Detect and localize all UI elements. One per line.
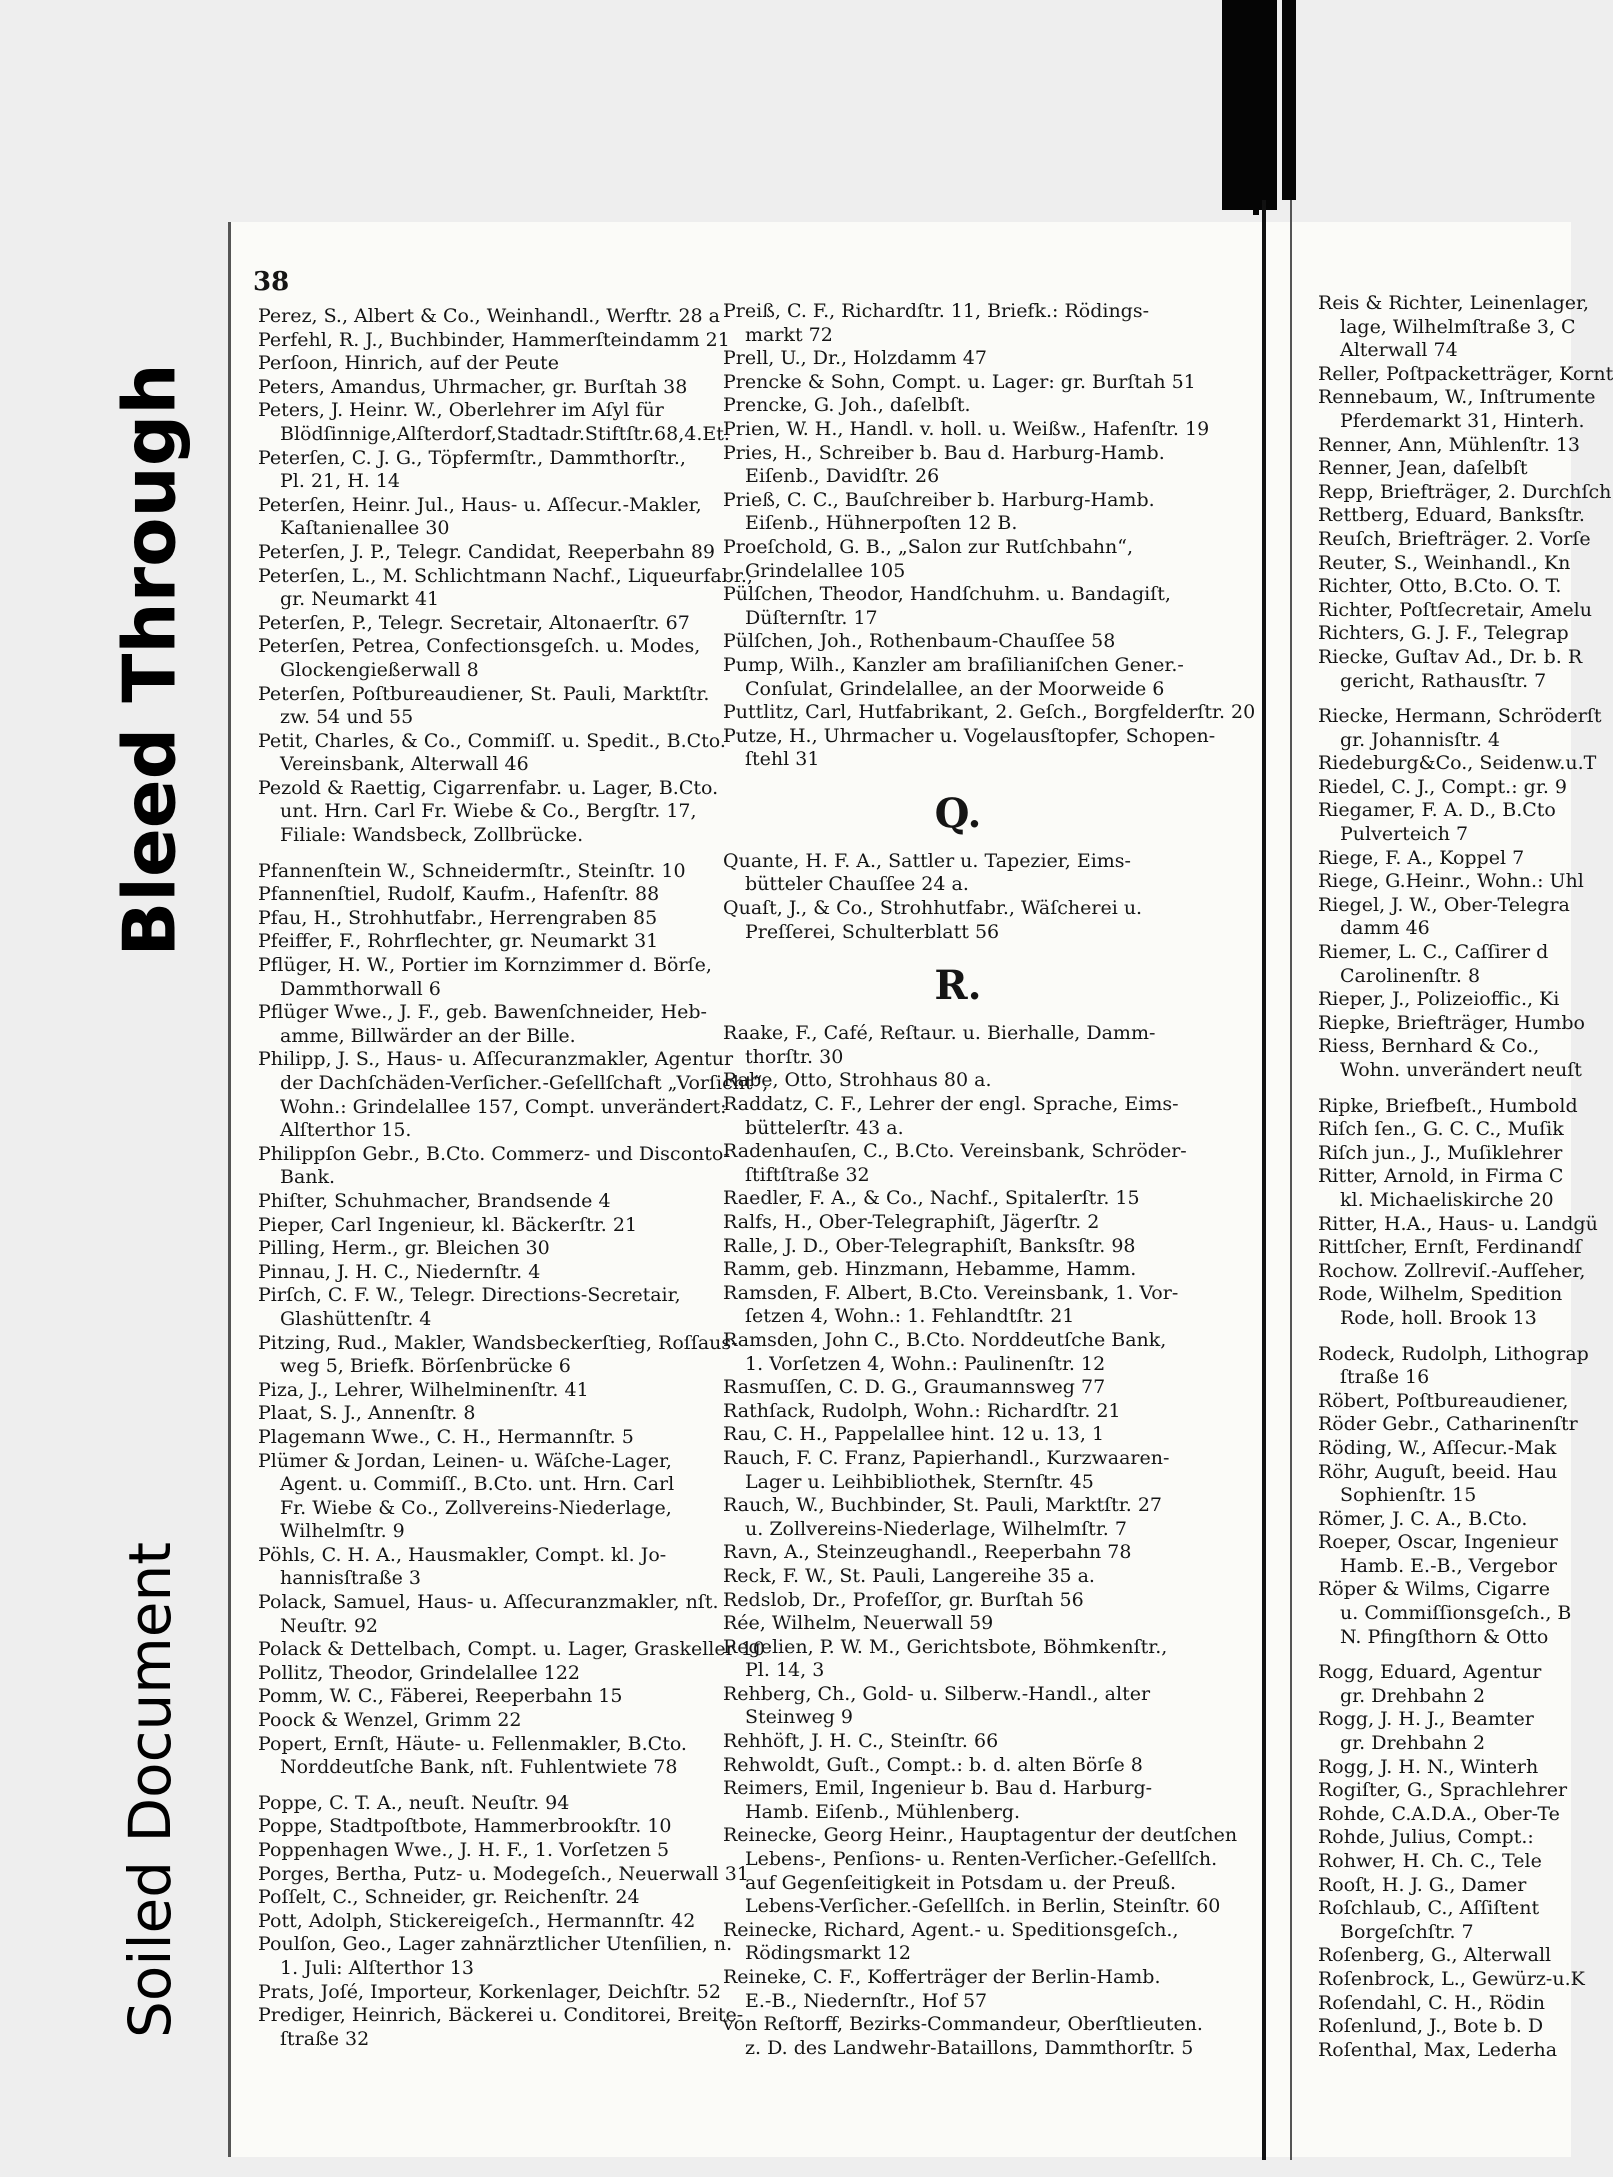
entry-line: von Reſtorff, Bezirks-Commandeur, Oberſtlieuten. [723, 2013, 1203, 2036]
entry-line: Raake, F., Café, Reſtaur. u. Bierhalle, Damm- [723, 1022, 1156, 1045]
entry-spacer [1318, 1083, 1600, 1095]
entry-line: Reinecke, Georg Heinr., Hauptagentur der deutſchen [723, 1824, 1238, 1847]
entry-continuation-line: u. Zollvereins-Niederlage, Wilhelmſtr. 7 [745, 1517, 1127, 1540]
entry-line: Röder Gebr., Catharinenſtr [1318, 1413, 1578, 1436]
entry-line: Riegamer, F. A. D., B.Cto [1318, 799, 1556, 822]
entry-continuation-line: hannisſtraße 3 [280, 1567, 422, 1590]
directory-column-middle [723, 300, 1256, 2059]
entry-continuation-line: Alſterthor 15. [280, 1119, 412, 1142]
entry-continuation-line: bütteler Chauſſee 24 a. [745, 873, 969, 896]
entry-line: Ritter, Arnold, in Firma C [1318, 1165, 1564, 1188]
entry-line: Poppe, C. T. A., neuſt. Neuſtr. 94 [258, 1791, 570, 1814]
entry-continuation-line: Lebens-, Penſions- u. Renten-Verſicher.-Geſellſch. [745, 1848, 1218, 1871]
entry-continuation-line: Lager u. Leihbibliothek, Sternſtr. 45 [745, 1470, 1094, 1493]
entry-line: Riecke, Hermann, Schröderſt [1318, 705, 1602, 728]
entry-continuation-line: 1. Juli: Alſterthor 13 [280, 1956, 475, 1979]
entry-line: Reimers, Emil, Ingenieur b. Bau d. Harburg- [723, 1777, 1153, 1800]
entry-line: Ramm, geb. Hinzmann, Hebamme, Hamm. [723, 1258, 1137, 1281]
entry-line: Puttlitz, Carl, Hutfabrikant, 2. Geſch., Borgfelderſtr. 20 [723, 701, 1256, 724]
entry-line: Pezold & Raettig, Cigarrenfabr. u. Lager, B.Cto. [258, 776, 719, 799]
entry-continuation-line: Hamb. E.-B., Vergebor [1340, 1554, 1557, 1577]
entry-continuation-line: Alterwall 74 [1340, 339, 1458, 362]
entry-continuation-line: Neuſtr. 92 [280, 1614, 379, 1637]
entry-line: Pülſchen, Theodor, Handſchuhm. u. Bandagiſt, [723, 583, 1171, 606]
entry-continuation-line: Fr. Wiebe & Co., Zollvereins-Niederlage, [280, 1496, 672, 1519]
entry-line: Roſenlund, J., Bote b. D [1318, 2015, 1544, 2038]
entry-line: Piza, J., Lehrer, Wilhelminenſtr. 41 [258, 1378, 589, 1401]
entry-continuation-line: Carolinenſtr. 8 [1340, 964, 1481, 987]
entry-line: Prediger, Heinrich, Bäckerei u. Conditorei, Breite- [258, 2004, 744, 2027]
entry-spacer [258, 1780, 720, 1792]
bleed-through-label: Bleed Through [108, 363, 193, 957]
entry-line: Prien, W. H., Handl. v. holl. u. Weißw., Hafenſtr. 19 [723, 417, 1210, 440]
entry-line: Peters, J. Heinr. W., Oberlehrer im Aſyl für [258, 399, 664, 422]
entry-continuation-line: markt 72 [745, 323, 833, 346]
entry-line: Rennebaum, W., Inſtrumente [1318, 386, 1596, 409]
entry-line: Riedeburg&Co., Seidenw.u.T [1318, 752, 1597, 775]
section-letter-heading: R. [934, 962, 982, 1010]
entry-continuation-line: kl. Michaeliskirche 20 [1340, 1188, 1554, 1211]
entry-continuation-line: ſtehl 31 [745, 748, 820, 771]
entry-continuation-line: Pl. 21, H. 14 [280, 470, 401, 493]
entry-line: Porges, Bertha, Putz- u. Modegeſch., Neuerwall 31 [258, 1862, 749, 1885]
entry-continuation-line: Eiſenb., Hühnerpoſten 12 B. [745, 512, 1018, 535]
entry-line: Pott, Adolph, Stickereigeſch., Hermannſtr. 42 [258, 1909, 696, 1932]
entry-continuation-line: Wohn. unverändert neuſt [1340, 1059, 1582, 1081]
entry-line: Peterſen, L., M. Schlichtmann Nachf., Liqueurfabr., [258, 564, 753, 587]
page-gutter [1262, 200, 1266, 2160]
entry-line: Rohde, Julius, Compt.: [1318, 1826, 1534, 1849]
directory-column-right [1318, 292, 1613, 2061]
entry-line: Pinnau, J. H. C., Niedernſtr. 4 [258, 1260, 541, 1283]
entry-line: Pieper, Carl Ingenieur, kl. Bäckerſtr. 21 [258, 1213, 638, 1236]
entry-continuation-line: Preſſerei, Schulterblatt 56 [745, 920, 1000, 943]
entry-line: Richters, G. J. F., Telegrap [1318, 622, 1569, 645]
entry-line: Rogiſter, G., Sprachlehrer [1318, 1779, 1568, 1802]
entry-line: Plümer & Jordan, Leinen- u. Wäſche-Lager, [258, 1449, 672, 1472]
entry-line: Poulſon, Geo., Lager zahnärztlicher Utenſilien, n. [258, 1933, 733, 1956]
entry-continuation-line: 1. Vorſetzen 4, Wohn.: Paulinenſtr. 12 [745, 1352, 1106, 1375]
entry-line: Riedel, C. J., Compt.: gr. 9 [1318, 775, 1567, 798]
directory-column-left [258, 305, 769, 2050]
entry-continuation-line: Pferdemarkt 31, Hinterh. [1340, 409, 1585, 432]
entry-line: Plaat, S. J., Annenſtr. 8 [258, 1402, 476, 1425]
entry-line: Raddatz, C. F., Lehrer der engl. Sprache, Eims- [723, 1093, 1179, 1116]
entry-line: Rodeck, Rudolph, Lithograp [1318, 1342, 1589, 1365]
entry-line: Rogg, J. H. N., Winterh [1318, 1755, 1539, 1778]
entry-line: Poppe, Stadtpoſtbote, Hammerbrookſtr. 10 [258, 1815, 672, 1838]
entry-line: Reineke, C. F., Kofferträger der Berlin-Hamb. [723, 1966, 1161, 1988]
entry-line: Regelien, P. W. M., Gerichtsbote, Böhmkenſtr., [723, 1635, 1168, 1658]
entry-line: Pollitz, Theodor, Grindelallee 122 [258, 1661, 581, 1684]
entry-line: Ralfs, H., Ober-Telegraphiſt, Jägerſtr. 2 [723, 1211, 1100, 1233]
entry-continuation-line: Sophienſtr. 15 [1340, 1484, 1477, 1507]
entry-line: Rehhöft, J. H. C., Steinſtr. 66 [723, 1730, 999, 1753]
entry-continuation-line: ſtiftſtraße 32 [745, 1163, 870, 1186]
entry-continuation-line: der Dachſchäden-Verſicher.-Geſellſchaft „Vorſicht“, [280, 1072, 769, 1094]
entry-line: Peters, Amandus, Uhrmacher, gr. Burſtah 38 [258, 375, 688, 398]
entry-continuation-line: Grindelallee 105 [745, 559, 906, 582]
entry-continuation-line: Kaſtanienallee 30 [280, 517, 450, 540]
entry-spacer [1318, 1331, 1600, 1343]
entry-continuation-line: gr. Neumarkt 41 [280, 588, 440, 611]
entry-continuation-line: unt. Hrn. Carl Fr. Wiebe & Co., Bergſtr. 17, [280, 800, 697, 823]
entry-continuation-line: Vereinsbank, Alterwall 46 [280, 753, 529, 776]
entry-continuation-line: Agent. u. Commiſſ., B.Cto. unt. Hrn. Carl [280, 1473, 675, 1496]
entry-line: Philipp, J. S., Haus- u. Aſſecuranzmakler, Agentur [258, 1048, 734, 1071]
entry-line: Preiß, C. F., Richardſtr. 11, Briefk.: Rödings- [723, 300, 1150, 322]
entry-continuation-line: Blödſinnige,Alſterdorf,Stadtadr.Stiftſtr.68,4.Et. [280, 422, 730, 445]
entry-line: Peterſen, P., Telegr. Secretair, Altonaerſtr. 67 [258, 611, 690, 634]
entry-line: Rittſcher, Ernſt, Ferdinandſ [1318, 1236, 1582, 1259]
entry-line: Peterſen, C. J. G., Töpfermſtr., Dammthorſtr., [258, 446, 686, 469]
entry-line: Riecke, Guſtav Ad., Dr. b. R [1318, 645, 1583, 668]
entry-line: Renner, Ann, Mühlenſtr. 13 [1318, 433, 1581, 456]
entry-line: Pöhls, C. H. A., Hausmakler, Compt. kl. Jo- [258, 1543, 667, 1566]
entry-line: Rée, Wilhelm, Neuerwall 59 [723, 1612, 994, 1635]
entry-continuation-line: gr. Drehbahn 2 [1340, 1684, 1486, 1707]
page-number: 38 [253, 267, 290, 297]
entry-line: Pilling, Herm., gr. Bleichen 30 [258, 1237, 550, 1260]
entry-line: Röper & Wilms, Cigarre [1318, 1578, 1550, 1601]
entry-line: Quante, H. F. A., Sattler u. Tapezier, Eims- [723, 849, 1131, 872]
entry-continuation-line: Dammthorwall 6 [280, 977, 441, 1000]
entry-line: Peterſen, Petrea, Confectionsgeſch. u. Modes, [258, 635, 701, 658]
entry-line: Reck, F. W., St. Pauli, Langereihe 35 a. [723, 1564, 1095, 1587]
entry-line: Riege, G.Heinr., Wohn.: Uhl [1318, 870, 1584, 893]
entry-line: Ralle, J. D., Ober-Telegraphiſt, Banksſtr. 98 [723, 1234, 1136, 1257]
entry-line: Rochow. Zollreviſ.-Aufſeher, [1318, 1259, 1586, 1282]
entry-continuation-line: E.-B., Niedernſtr., Hof 57 [745, 1989, 988, 2012]
entry-line: Rasmuſſen, C. D. G., Graumannsweg 77 [723, 1376, 1106, 1399]
entry-line: Roſchlaub, C., Aſſiſtent [1318, 1897, 1540, 1920]
entry-continuation-line: thorſtr. 30 [745, 1045, 844, 1068]
entry-continuation-line: Wilhelmſtr. 9 [280, 1520, 405, 1543]
entry-line: Pomm, W. C., Fäberei, Reeperbahn 15 [258, 1685, 623, 1708]
entry-continuation-line: Lebens-Verſicher.-Geſellſch. in Berlin, Steinſtr. 60 [745, 1895, 1221, 1918]
entry-continuation-line: Düſternſtr. 17 [745, 606, 878, 629]
entry-line: Rehwoldt, Guſt., Compt.: b. d. alten Börſe 8 [723, 1753, 1143, 1776]
entry-line: Pitzing, Rud., Makler, Wandsbeckerſtieg, Roſſaus- [258, 1331, 738, 1354]
entry-continuation-line: Glockengießerwall 8 [280, 658, 479, 681]
entry-continuation-line: Conſulat, Grindelallee, an der Moorweide 6 [745, 677, 1165, 700]
entry-line: Rehberg, Ch., Gold- u. Silberw.-Handl., alter [723, 1682, 1151, 1705]
entry-line: Roſendahl, C. H., Rödin [1318, 1991, 1545, 2014]
entry-line: Poock & Wenzel, Grimm 22 [258, 1709, 522, 1732]
entry-continuation-line: lage, Wilhelmſtraße 3, C [1340, 315, 1576, 338]
entry-line: Prieß, C. C., Bauſchreiber b. Harburg-Hamb. [723, 488, 1155, 511]
entry-continuation-line: amme, Billwärder an der Bille. [280, 1024, 576, 1047]
entry-continuation-line: zw. 54 und 55 [280, 706, 414, 729]
entry-spacer [1318, 693, 1600, 705]
entry-line: Rettberg, Eduard, Banksſtr. [1318, 504, 1585, 527]
entry-continuation-line: Eiſenb., Davidſtr. 26 [745, 465, 940, 488]
entry-line: Rohde, C.A.D.A., Ober-Te [1318, 1802, 1560, 1825]
entry-line: Perfehl, R. J., Buchbinder, Hammerſteindamm 21 [258, 328, 730, 351]
entry-line: Renner, Jean, daſelbſt [1318, 457, 1528, 480]
entry-continuation-line: Hamb. Eiſenb., Mühlenberg. [745, 1800, 1021, 1823]
entry-continuation-line: Glashüttenſtr. 4 [280, 1307, 432, 1330]
entry-line: Richter, Otto, B.Cto. O. T. [1318, 575, 1562, 598]
entry-line: Prats, Joſé, Importeur, Korkenlager, Deichſtr. 52 [258, 1980, 721, 2003]
entry-line: Roſenthal, Max, Lederha [1318, 2038, 1558, 2061]
entry-line: Ravn, A., Steinzeughandl., Reeperbahn 78 [723, 1541, 1132, 1564]
entry-continuation-line: weg 5, Briefk. Börſenbrücke 6 [280, 1355, 571, 1378]
entry-line: Poſſelt, C., Schneider, gr. Reichenſtr. 24 [258, 1886, 640, 1909]
page-gutter-edge [1290, 200, 1292, 2160]
section-letter-heading: Q. [934, 789, 982, 837]
entry-line: Pülſchen, Joh., Rothenbaum-Chauſſee 58 [723, 630, 1116, 653]
entry-spacer [1318, 1649, 1600, 1661]
entry-line: Reuter, S., Weinhandl., Kn [1318, 551, 1571, 574]
entry-line: Rooſt, H. J. G., Damer [1318, 1873, 1527, 1896]
entry-line: Reuſch, Briefträger. 2. Vorſe [1318, 527, 1591, 550]
entry-line: Plagemann Wwe., C. H., Hermannſtr. 5 [258, 1425, 634, 1448]
entry-line: Richter, Poſtſecretair, Amelu [1318, 598, 1592, 621]
entry-line: Ramsden, John C., B.Cto. Norddeutſche Bank, [723, 1328, 1167, 1351]
entry-line: Perſoon, Hinrich, auf der Peute [258, 352, 559, 375]
entry-continuation-line: Filiale: Wandsbeck, Zollbrücke. [280, 824, 584, 847]
entry-continuation-line: gericht, Rathausſtr. 7 [1340, 669, 1547, 692]
entry-continuation-line: gr. Johannisſtr. 4 [1340, 728, 1500, 751]
entry-line: Prencke & Sohn, Compt. u. Lager: gr. Burſtah 51 [723, 370, 1196, 393]
entry-line: Rauch, F. C. Franz, Papierhandl., Kurzwaaren- [723, 1446, 1170, 1469]
entry-continuation-line: damm 46 [1340, 917, 1430, 940]
binding-shadow [1222, 0, 1277, 210]
entry-line: Riſch jun., J., Muſiklehrer [1318, 1141, 1563, 1164]
entry-line: Putze, H., Uhrmacher u. Vogelausſtopfer, Schopen- [723, 724, 1216, 747]
entry-line: Popert, Ernſt, Häute- u. Fellenmakler, B.Cto. [258, 1732, 687, 1755]
entry-line: Pflüger Wwe., J. F., geb. Bawenſchneider, Heb- [258, 1001, 707, 1024]
entry-line: Rohwer, H. Ch. C., Tele [1318, 1850, 1542, 1872]
entry-line: Peterſen, J. P., Telegr. Candidat, Reeperbahn 89 [258, 540, 716, 563]
entry-line: Phiſter, Schuhmacher, Brandsende 4 [258, 1189, 611, 1212]
entry-line: Pfeiffer, F., Rohrflechter, gr. Neumarkt 31 [258, 930, 659, 953]
entry-continuation-line: Wohn.: Grindelallee 157, Compt. unverändert: [280, 1095, 727, 1118]
entry-line: Rabe, Otto, Strohhaus 80 a. [723, 1069, 992, 1092]
entry-line: Prell, U., Dr., Holzdamm 47 [723, 347, 987, 370]
entry-line: Quaſt, J., & Co., Strohhutfabr., Wäſcherei u. [723, 897, 1143, 920]
soiled-document-label: Soiled Document [116, 1542, 185, 2038]
entry-line: Riege, F. A., Koppel 7 [1318, 846, 1525, 869]
entry-continuation-line: Norddeutſche Bank, nſt. Fuhlentwiete 78 [280, 1756, 678, 1779]
entry-line: Poppenhagen Wwe., J. H. F., 1. Vorſetzen 5 [258, 1839, 670, 1861]
entry-continuation-line: Pulverteich 7 [1340, 823, 1469, 846]
entry-line: Riess, Bernhard & Co., [1318, 1035, 1540, 1058]
binding-shadow-edge [1282, 0, 1296, 200]
entry-line: Radenhauſen, C., B.Cto. Vereinsbank, Schröder- [723, 1140, 1187, 1163]
entry-line: Rauch, W., Buchbinder, St. Pauli, Marktſtr. 27 [723, 1494, 1163, 1517]
entry-continuation-line: büttelerſtr. 43 a. [745, 1116, 904, 1139]
entry-line: Pfau, H., Strohhutfabr., Herrengraben 85 [258, 906, 658, 929]
entry-continuation-line: ſtraße 16 [1340, 1366, 1430, 1389]
entry-line: Pfannenſtein W., Schneidermſtr., Steinſtr. 10 [258, 859, 686, 882]
entry-continuation-line: u. Commiſſionsgeſch., B [1340, 1602, 1572, 1625]
entry-line: Polack, Samuel, Haus- u. Aſſecuranzmakler, nſt. [258, 1591, 719, 1614]
entry-continuation-line: Borgeſchſtr. 7 [1340, 1920, 1474, 1943]
entry-line: Roſenberg, G., Alterwall [1318, 1944, 1552, 1967]
entry-line: Rathſack, Rudolph, Wohn.: Richardſtr. 21 [723, 1399, 1121, 1422]
entry-continuation-line: Rode, holl. Brook 13 [1340, 1306, 1537, 1329]
entry-continuation-line: N. Pfingſthorn & Otto [1340, 1625, 1549, 1648]
entry-continuation-line: ſtraße 32 [280, 2027, 370, 2050]
entry-continuation-line: Pl. 14, 3 [745, 1659, 825, 1682]
entry-line: Peterſen, Poſtbureaudiener, St. Pauli, Marktſtr. [258, 682, 710, 705]
entry-line: Ripke, Briefbeſt., Humbold [1318, 1094, 1578, 1117]
entry-line: Riegel, J. W., Ober-Telegra [1318, 893, 1570, 916]
entry-line: Ritter, H.A., Haus- u. Landgü [1318, 1212, 1598, 1235]
entry-continuation-line: gr. Drehbahn 2 [1340, 1732, 1486, 1755]
entry-line: Römer, J. C. A., B.Cto. [1318, 1507, 1528, 1530]
entry-line: Reller, Poſtpacketträger, Kornt [1318, 362, 1613, 385]
entry-line: Pump, Wilh., Kanzler am braſilianiſchen Gener.- [723, 653, 1184, 676]
entry-line: Pries, H., Schreiber b. Bau d. Harburg-Hamb. [723, 441, 1165, 464]
entry-line: Rogg, J. H. J., Beamter [1318, 1708, 1534, 1731]
entry-line: Röhr, Auguſt, beeid. Hau [1318, 1460, 1558, 1483]
entry-line: Roſenbrock, L., Gewürz-u.K [1318, 1967, 1585, 1990]
binding-shadow-thin [1253, 0, 1259, 215]
entry-line: Proeſchold, G. B., „Salon zur Rutſchbahn“, [723, 535, 1134, 558]
entry-line: Roeper, Oscar, Ingenieur [1318, 1531, 1558, 1554]
entry-line: Pflüger, H. W., Portier im Kornzimmer d. Börſe, [258, 954, 712, 977]
entry-continuation-line: Bank. [280, 1166, 336, 1189]
entry-line: Petit, Charles, & Co., Commiſſ. u. Spedit., B.Cto. [258, 729, 726, 752]
entry-continuation-line: Rödingsmarkt 12 [745, 1942, 911, 1965]
entry-continuation-line: auf Gegenſeitigkeit in Potsdam u. der Preuß. [745, 1871, 1177, 1894]
entry-line: Reinecke, Richard, Agent.- u. Speditionsgeſch., [723, 1918, 1179, 1941]
entry-line: Rau, C. H., Pappelallee hint. 12 u. 13, 1 [723, 1423, 1105, 1446]
entry-line: Repp, Briefträger, 2. Durchſch [1318, 480, 1612, 503]
entry-line: Redslob, Dr., Profeſſor, gr. Burſtah 56 [723, 1588, 1084, 1611]
entry-line: Ramsden, F. Albert, B.Cto. Vereinsbank, 1. Vor- [723, 1281, 1179, 1304]
entry-line: Riepke, Briefträger, Humbo [1318, 1011, 1585, 1034]
entry-line: Rogg, Eduard, Agentur [1318, 1661, 1542, 1684]
entry-line: Philippſon Gebr., B.Cto. Commerz- und Disconto- [258, 1142, 730, 1165]
entry-line: Pirſch, C. F. W., Telegr. Directions-Secretair, [258, 1284, 681, 1307]
entry-line: Riſch ſen., G. C. C., Muſik [1318, 1118, 1564, 1141]
entry-line: Peterſen, Heinr. Jul., Haus- u. Aſſecur.-Makler, [258, 493, 702, 516]
entry-line: Rieper, J., Polizeioffic., Ki [1318, 988, 1560, 1011]
entry-line: Reis & Richter, Leinenlager, [1318, 292, 1590, 314]
entry-line: Riemer, L. C., Caſſirer d [1318, 941, 1549, 964]
entry-line: Pfannenſtiel, Rudolf, Kaufm., Hafenſtr. 88 [258, 883, 660, 906]
entry-continuation-line: Steinweg 9 [745, 1706, 854, 1729]
entry-line: Rode, Wilhelm, Spedition [1318, 1283, 1563, 1306]
entry-line: Prencke, G. Joh., daſelbſt. [723, 394, 971, 417]
entry-line: Raedler, F. A., & Co., Nachf., Spitalerſtr. 15 [723, 1187, 1140, 1210]
entry-line: Polack & Dettelbach, Compt. u. Lager, Graskeller 10 [258, 1638, 765, 1661]
entry-continuation-line: z. D. des Landwehr-Bataillons, Dammthorſtr. 5 [745, 2036, 1194, 2059]
entry-line: Röbert, Poſtbureaudiener, [1318, 1389, 1569, 1412]
entry-spacer [258, 848, 720, 860]
entry-continuation-line: ſetzen 4, Wohn.: 1. Fehlandtſtr. 21 [745, 1305, 1075, 1328]
entry-line: Perez, S., Albert & Co., Weinhandl., Werftr. 28 a [258, 305, 721, 327]
entry-line: Röding, W., Aſſecur.-Mak [1318, 1436, 1557, 1459]
